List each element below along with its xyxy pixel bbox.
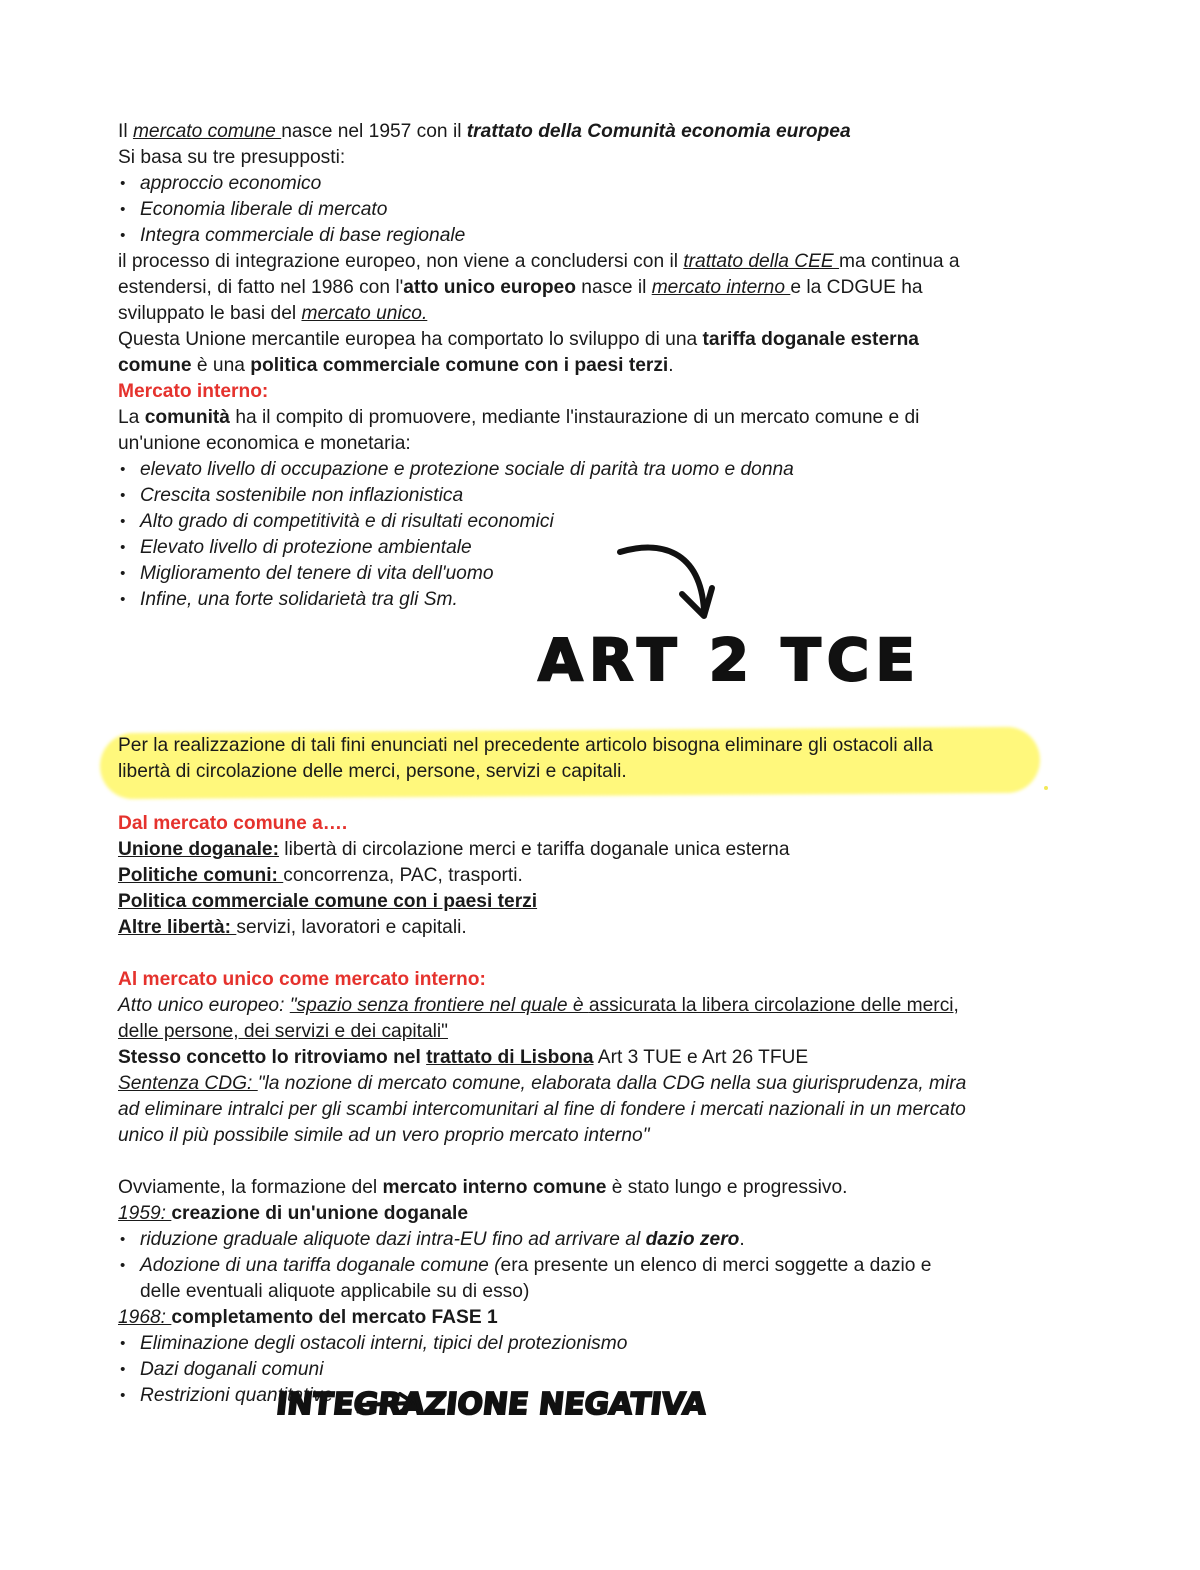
spacer [118, 613, 1078, 733]
section-heading: Dal mercato comune a…. [118, 813, 348, 834]
list-item: • Restrizioni quantitative [118, 1383, 1078, 1409]
list-item: • Eliminazione degli ostacoli interni, tipici del protezionismo [118, 1331, 1078, 1357]
paragraph-line: Atto unico europeo: "spazio senza frontiere nel quale è assicurata la libera circolazione delle merci, [118, 995, 959, 1016]
paragraph-line: sviluppato le basi del mercato unico. [118, 303, 428, 324]
list-item: • elevato livello di occupazione e protezione sociale di parità tra uomo e donna [118, 457, 1078, 483]
list-item: • Infine, una forte solidarietà tra gli Sm. [118, 587, 1078, 613]
document-body [118, 119, 1078, 1409]
list-item: • Elevato livello di protezione ambientale [118, 535, 1078, 561]
paragraph-line: Altre libertà: servizi, lavoratori e capitali. [118, 917, 467, 938]
list-item: • riduzione graduale aliquote dazi intra-EU fino ad arrivare al dazio zero. [118, 1227, 1078, 1253]
highlighted-line: libertà di circolazione delle merci, persone, servizi e capitali. [118, 761, 627, 782]
spacer [118, 941, 1078, 967]
list-item: • approccio economico [118, 171, 1078, 197]
list-item-continued: delle eventuali aliquote applicabile su di esso) [140, 1281, 530, 1302]
list-item: • Crescita sostenibile non inflazionistica [118, 483, 1078, 509]
paragraph-line: Politica commerciale comune con i paesi terzi [118, 891, 538, 912]
intro-line: Il mercato comune nasce nel 1957 con il trattato della Comunità economia europea [118, 121, 851, 142]
paragraph-line: La comunità ha il compito di promuovere, mediante l'instaurazione di un mercato comune e di [118, 407, 920, 428]
section-heading: Mercato interno: [118, 381, 269, 402]
handwritten-art-2-tce: ART 2 TCE [538, 626, 921, 694]
paragraph-line: Ovviamente, la formazione del mercato interno comune è stato lungo e progressivo. [118, 1177, 848, 1198]
highlighted-line: Per la realizzazione di tali fini enunciati nel precedente articolo bisogna eliminare gli ostacoli alla [118, 735, 933, 756]
paragraph-line: un'unione economica e monetaria: [118, 433, 411, 454]
list-item: • Adozione di una tariffa doganale comune (era presente un elenco di merci soggette a dazio e [118, 1253, 1078, 1279]
paragraph-line: Politiche comuni: concorrenza, PAC, trasporti. [118, 865, 523, 886]
list-item: • Alto grado di competitività e di risultati economici [118, 509, 1078, 535]
trattato-cee: trattato della Comunità economia europea [466, 121, 851, 142]
term-mercato-comune: mercato comune [132, 121, 282, 142]
list-item: • Miglioramento del tenere di vita dell'uomo [118, 561, 1078, 587]
list-item: • Dazi doganali comuni [118, 1357, 1078, 1383]
paragraph-line: Questa Unione mercantile europea ha comportato lo sviluppo di una tariffa doganale esterna [118, 329, 919, 350]
paragraph-line: unico il più possibile simile ad un vero proprio mercato interno" [118, 1125, 650, 1146]
year-heading: 1959: creazione di un'unione doganale [118, 1203, 469, 1224]
paragraph-line: delle persone, dei servizi e dei capitali" [118, 1021, 448, 1042]
paragraph-line: Stesso concetto lo ritroviamo nel trattato di Lisbona Art 3 TUE e Art 26 TFUE [118, 1047, 809, 1068]
presupposti-heading: Si basa su tre presupposti: [118, 147, 346, 168]
paragraph-line: comune è una politica commerciale comune con i paesi terzi. [118, 355, 674, 376]
year-heading: 1968: completamento del mercato FASE 1 [118, 1307, 498, 1328]
section-heading: Al mercato unico come mercato interno: [118, 969, 486, 990]
paragraph-line: Sentenza CDG: "la nozione di mercato comune, elaborata dalla CDG nella sua giurisprudenza, mira [118, 1073, 967, 1094]
paragraph-line: Unione doganale: libertà di circolazione merci e tariffa doganale unica esterna [118, 839, 790, 860]
spacer [118, 1149, 1078, 1175]
paragraph-line: ad eliminare intralci per gli scambi intercomunitari al fine di fondere i mercati nazionali in un mercato [118, 1099, 966, 1120]
spacer [118, 785, 1078, 811]
list-item: • Economia liberale di mercato [118, 197, 1078, 223]
paragraph-line: il processo di integrazione europeo, non viene a concludersi con il trattato della CEE ma continua a [118, 251, 960, 272]
handwritten-integrazione-negativa: INTEGRAZIONE NEGATIVA [274, 1387, 708, 1422]
list-item: • Integra commerciale di base regionale [118, 223, 1078, 249]
paragraph-line: estendersi, di fatto nel 1986 con l'atto unico europeo nasce il mercato interno e la CDGUE ha [118, 277, 923, 298]
